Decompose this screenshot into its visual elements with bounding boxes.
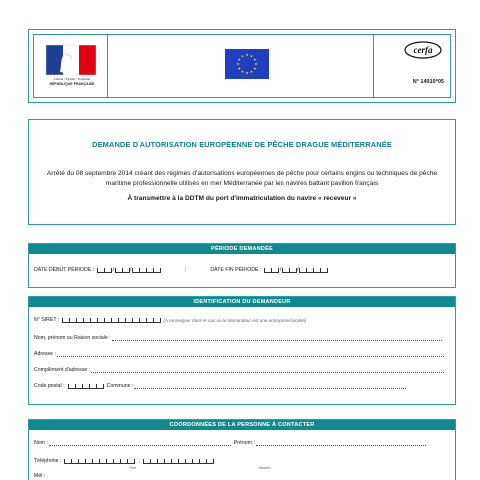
- contact-prenom-label: Prénom :: [233, 440, 255, 446]
- republic-name: RÉPUBLIQUE FRANÇAISE: [49, 82, 95, 86]
- header-inner: [33, 34, 451, 98]
- cp-row: [34, 383, 406, 389]
- contact-nom-field[interactable]: [49, 440, 231, 446]
- form-decree-text: Arrêté du 08 septembre 2014 créant des régimes d'autorisations européennes de pêche pour certains engins ou techniques de pêche maritime professionnelle utilisés en mer Méditerranée par les navires battant pavillon français: [46, 170, 438, 187]
- commune-field[interactable]: [134, 383, 406, 389]
- periode-row: [34, 267, 328, 273]
- complement-row: [34, 367, 444, 373]
- mobile-sublabel: Mobile: [259, 466, 271, 470]
- adresse-label: Adresse :: [34, 351, 56, 357]
- mel-row: [34, 473, 45, 479]
- demandeur-section: [28, 296, 456, 405]
- telephone-mobile-field[interactable]: [143, 458, 214, 464]
- eu-flag-icon: [225, 49, 269, 79]
- contact-prenom-field[interactable]: [256, 440, 426, 446]
- complement-label: Complément d'adresse :: [34, 367, 91, 373]
- telephone-row: [34, 458, 214, 464]
- date-fin-label: DATE FIN PÉRIODE :: [210, 267, 262, 273]
- date-separator: ;: [184, 267, 187, 273]
- form-title: DEMANDE D'AUTORISATION EUROPÉENNE DE PÊCHE DRAGUE MÉDITERRANÉE: [92, 140, 392, 149]
- contact-nom-label: Nom :: [34, 440, 48, 446]
- complement-field[interactable]: [91, 367, 444, 373]
- siret-label: N° SIRET :: [34, 317, 60, 323]
- contact-section: [28, 419, 456, 480]
- eu-flag-cell: [108, 35, 374, 97]
- mel-label: Mél :: [34, 473, 46, 479]
- telephone-separator: ;: [138, 458, 140, 464]
- title-box: [28, 119, 456, 225]
- date-fin-field[interactable]: / /: [264, 267, 328, 273]
- periode-section: [28, 243, 456, 288]
- siret-hint: (A renseigner dans le cas où le demandeur est une entreprise/société): [163, 318, 307, 323]
- form-transmit-instruction: À transmettre à la DDTM du port d'immatriculation du navire « receveur »: [127, 195, 357, 202]
- cerfa-number: N° 14910*05: [412, 79, 444, 85]
- date-debut-label: DATE DÉBUT PÉRIODE :: [34, 267, 95, 273]
- nom-raison-label: Nom, prénom ou Raison sociale :: [34, 335, 111, 341]
- nom-raison-field[interactable]: [112, 335, 442, 341]
- periode-heading: PÉRIODE DEMANDÉE: [29, 244, 455, 254]
- contact-heading: COORDONNÉES DE LA PERSONNE À CONTACTER: [29, 420, 455, 430]
- commune-label: Commune :: [106, 383, 134, 389]
- telephone-fixe-field[interactable]: [64, 458, 135, 464]
- adresse-row: [34, 351, 444, 357]
- republic-motto: Liberté • Égalité • Fraternité: [53, 77, 91, 81]
- adresse-field[interactable]: [57, 351, 444, 357]
- siret-row: [34, 317, 306, 323]
- cerfa-cell: [374, 35, 450, 97]
- code-postal-field[interactable]: [68, 383, 104, 389]
- header-box: [28, 29, 456, 103]
- contact-name-row: [34, 440, 426, 446]
- cerfa-logo-icon: [404, 41, 442, 59]
- telephone-label: Téléphone :: [34, 458, 62, 464]
- fixe-sublabel: Fixe: [129, 466, 137, 470]
- marianne-logo-icon: [46, 45, 96, 75]
- date-debut-field[interactable]: / /: [97, 267, 161, 273]
- nom-row: [34, 335, 442, 341]
- cerfa-logo-text: cerfa: [413, 45, 433, 55]
- code-postal-label: Code postal :: [34, 383, 65, 389]
- demandeur-heading: IDENTIFICATION DU DEMANDEUR: [29, 297, 455, 307]
- siret-field[interactable]: [62, 317, 161, 323]
- republic-logo-cell: [34, 35, 108, 97]
